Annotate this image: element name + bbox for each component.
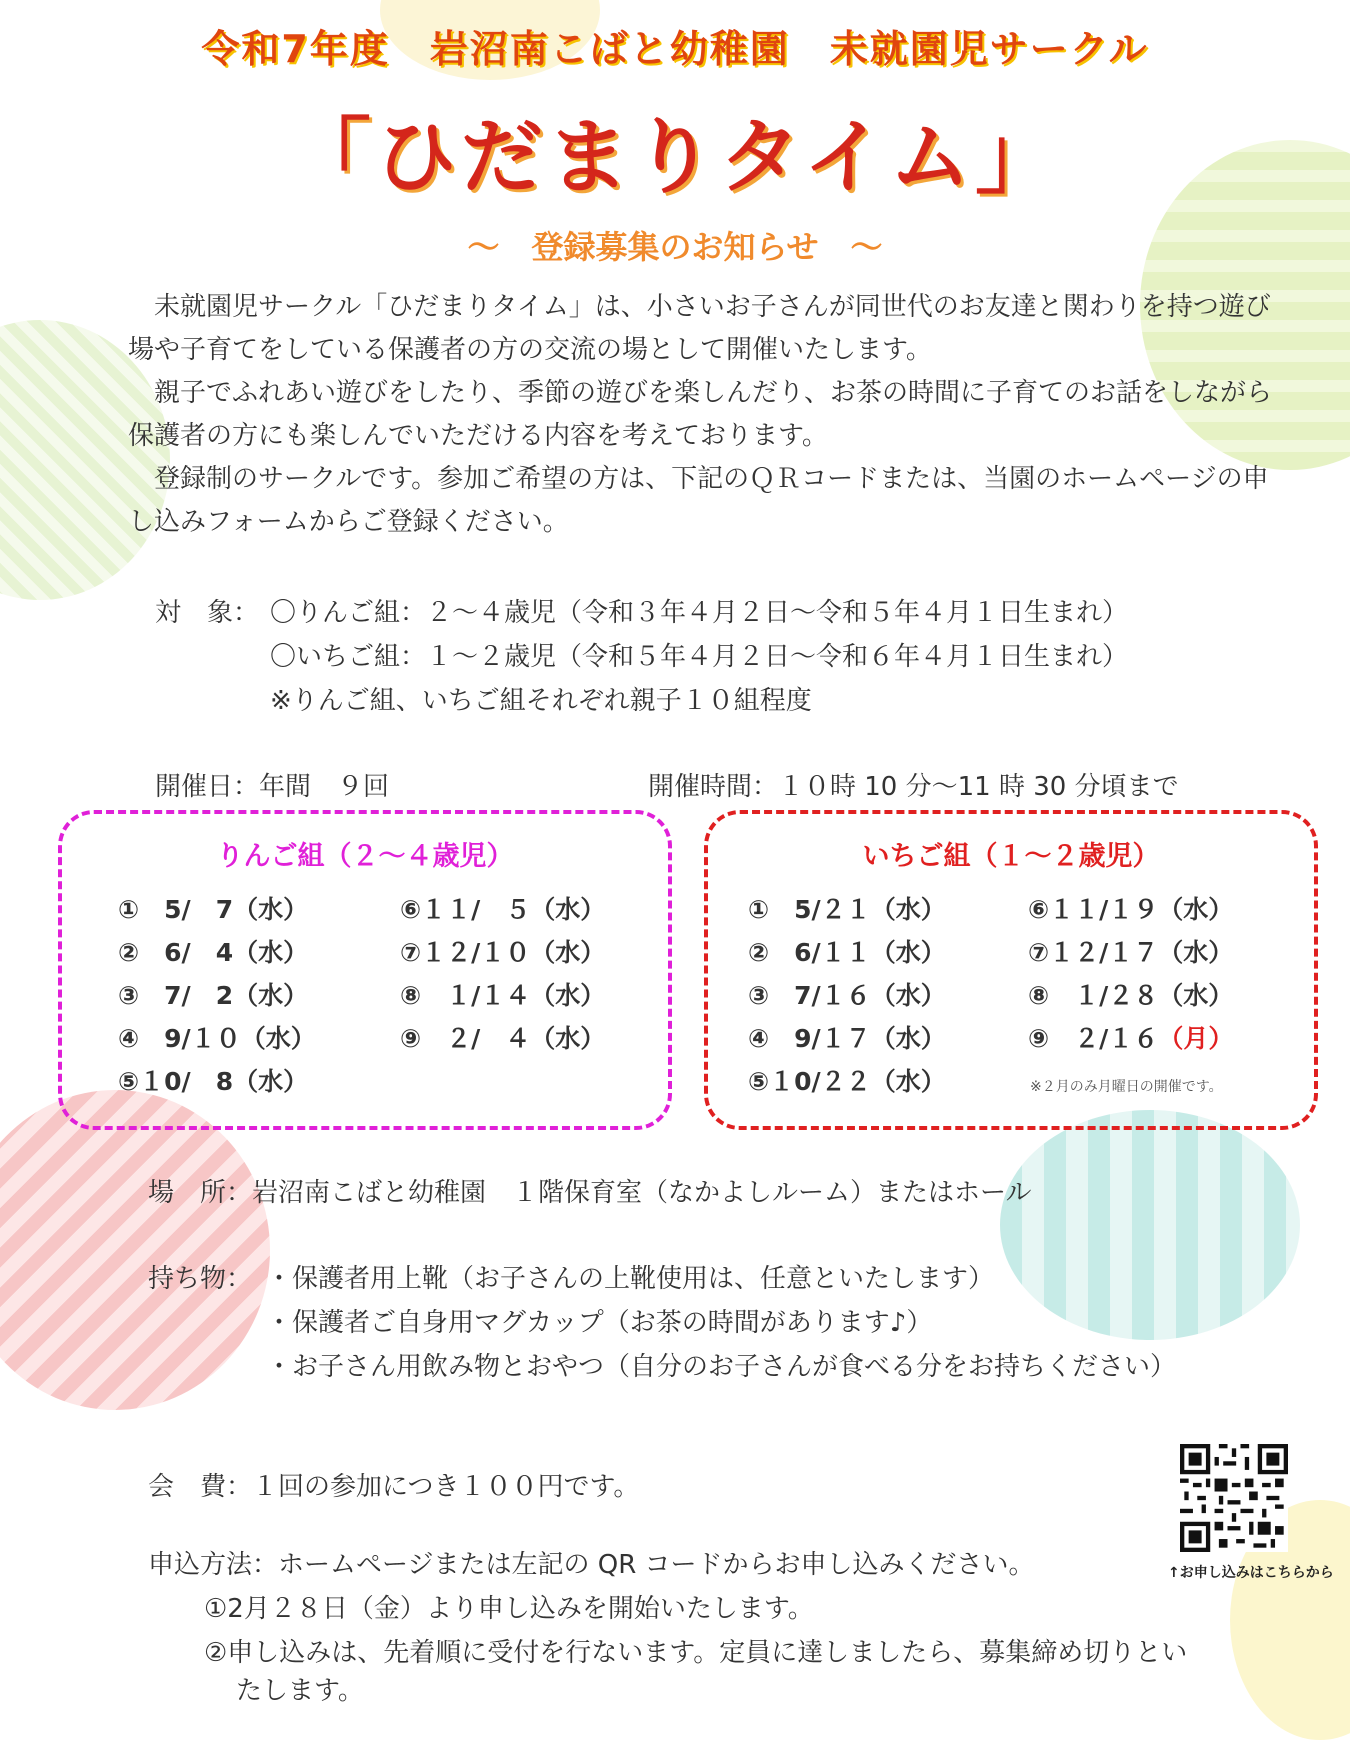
ichigo-schedule-box bbox=[704, 810, 1318, 1130]
intro-paragraph: 登録制のサークルです。参加ご希望の方は、下記のＱＲコードまたは、当園のホームページの申し込みフォームからご登録ください。 bbox=[128, 464, 1269, 537]
ringo-schedule-box bbox=[58, 810, 672, 1130]
date-item: ① 5/２１（水） bbox=[748, 895, 946, 924]
date-item: ③ 7/１６（水） bbox=[748, 981, 946, 1010]
subtitle: ～ 登録募集のお知らせ ～ bbox=[467, 228, 883, 266]
date-item: ⑦１２/１７（水） bbox=[1028, 938, 1234, 967]
date-item: ④ 9/１７（水） bbox=[748, 1024, 946, 1053]
ringo-dates-col1 bbox=[118, 888, 316, 1103]
intro-paragraph: 親子でふれあい遊びをしたり、季節の遊びを楽しんだり、お茶の時間に子育てのお話をしながら保護者の方にも楽しんでいただける内容を考えております。 bbox=[128, 378, 1273, 451]
page-title: 「ひだまりタイム」 bbox=[288, 110, 1062, 205]
decor-circle-red-left bbox=[0, 1090, 270, 1410]
date-item: ⑧ １/１４（水） bbox=[400, 981, 606, 1010]
date-item: ⑥１１/１９（水） bbox=[1028, 895, 1234, 924]
date-item: ⑤１0/ 8（水） bbox=[118, 1067, 309, 1096]
ringo-title: りんご組（２～４歳児） bbox=[216, 841, 514, 872]
target-ichigo: 〇いちご組：１～２歳児（令和５年４月２日～令和６年４月１日生まれ） bbox=[270, 642, 1129, 672]
fee: 会 費：１回の参加につき１００円です。 bbox=[148, 1472, 640, 1502]
schedule-time: 開催時間：１０時 10 分～11 時 30 分頃まで bbox=[648, 772, 1179, 802]
ichigo-dates-col2 bbox=[1028, 888, 1233, 1060]
apply-method: 申込方法：ホームページまたは左記の QR コードからお申し込みください。 bbox=[148, 1550, 1035, 1580]
decor-circle-blue-right bbox=[1000, 1110, 1300, 1340]
target-label: 対 象： bbox=[155, 598, 260, 628]
date-item: ⑥１１/ ５（水） bbox=[400, 895, 606, 924]
qr-caption: ↑お申し込みはこちらから bbox=[1168, 1565, 1334, 1581]
date-item: ⑦１２/１０（水） bbox=[400, 938, 606, 967]
item-1: ・保護者用上靴（お子さんの上靴使用は、任意といたします） bbox=[266, 1264, 995, 1294]
ichigo-title: いちご組（１～２歳児） bbox=[862, 841, 1160, 872]
apply-step-2: ②申し込みは、先着順に受付を行ないます。定員に達しましたら、募集締め切りとい bbox=[204, 1638, 1188, 1668]
intro-paragraph: 未就園児サークル「ひだまりタイム」は、小さいお子さんが同世代のお友達と関わりを持つ遊び場や子育てをしている保護者の方の交流の場として開催いたします。 bbox=[128, 292, 1271, 365]
date-prefix: ⑨ ２/１６ bbox=[1028, 1024, 1159, 1053]
date-item: ⑨ ２/ ４（水） bbox=[400, 1024, 606, 1053]
item-3: ・お子さん用飲み物とおやつ（自分のお子さんが食べる分をお持ちください） bbox=[266, 1352, 1177, 1382]
intro-text bbox=[128, 286, 1278, 544]
item-2: ・保護者ご自身用マグカップ（お茶の時間があります♪） bbox=[266, 1308, 933, 1338]
place: 場 所：岩沼南こばと幼稚園 １階保育室（なかよしルーム）またはホール bbox=[148, 1178, 1032, 1208]
date-item: ① 5/ 7（水） bbox=[118, 895, 309, 924]
date-item: ⑤１0/２２（水） bbox=[748, 1067, 946, 1096]
items-label: 持ち物： bbox=[148, 1264, 253, 1294]
date-item: ③ 7/ 2（水） bbox=[118, 981, 309, 1010]
target-ringo: 〇りんご組：２～４歳児（令和３年４月２日～令和５年４月１日生まれ） bbox=[270, 598, 1129, 628]
apply-step-1: ①2月２８日（金）より申し込みを開始いたします。 bbox=[204, 1594, 814, 1624]
header-line: 令和7年度 岩沼南こばと幼稚園 未就園児サークル bbox=[201, 27, 1149, 71]
ichigo-note: ※２月のみ月曜日の開催です。 bbox=[1030, 1079, 1223, 1095]
date-item: ⑧ １/２８（水） bbox=[1028, 981, 1234, 1010]
date-item: ④ 9/１０（水） bbox=[118, 1024, 316, 1053]
date-day-monday: （月） bbox=[1158, 1024, 1234, 1053]
apply-step-2-cont: たします。 bbox=[236, 1676, 364, 1706]
ichigo-dates-col1 bbox=[748, 888, 946, 1103]
qr-code[interactable] bbox=[1180, 1444, 1288, 1552]
date-item: ② 6/１１（水） bbox=[748, 938, 946, 967]
schedule-days: 開催日：年間 ９回 bbox=[155, 772, 390, 802]
target-note: ※りんご組、いちご組それぞれ親子１０組程度 bbox=[270, 686, 812, 716]
date-item bbox=[1028, 1017, 1233, 1060]
date-item: ② 6/ 4（水） bbox=[118, 938, 309, 967]
ringo-dates-col2 bbox=[400, 888, 605, 1060]
